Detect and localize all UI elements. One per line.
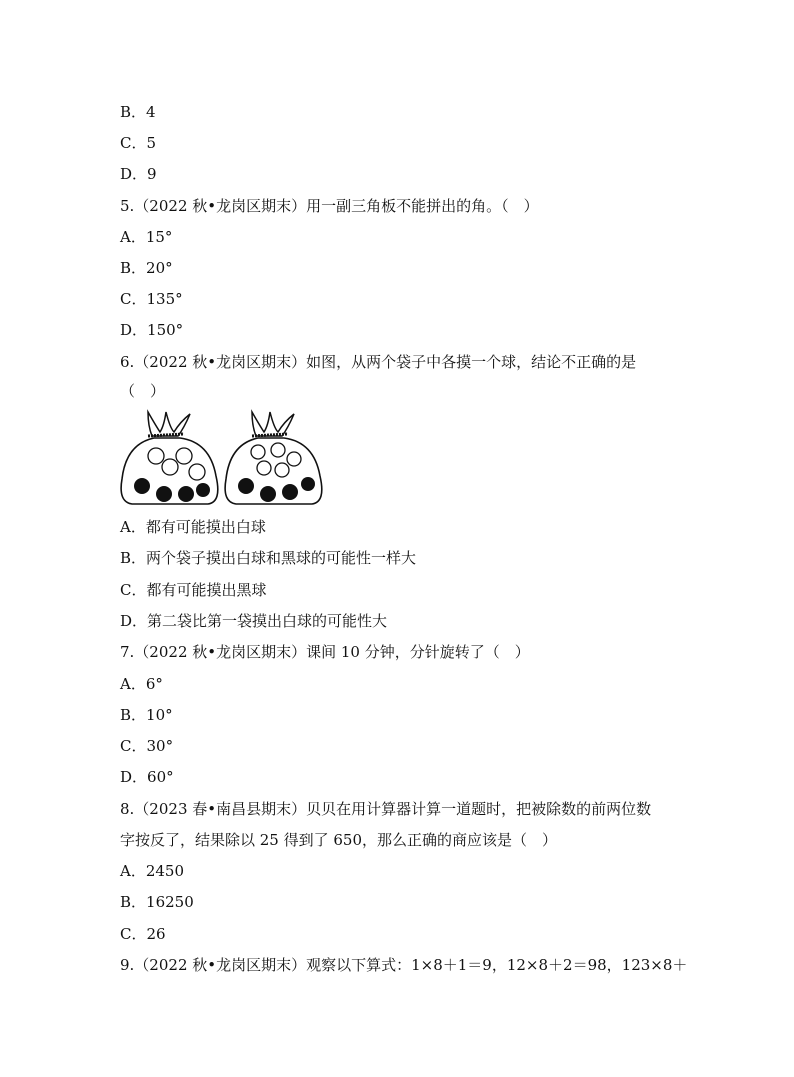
bag1-black-ball bbox=[178, 486, 194, 502]
q6-option-c: C．都有可能摸出黑球 bbox=[120, 581, 267, 599]
bag-1 bbox=[121, 412, 218, 504]
bag1-white-ball bbox=[162, 459, 178, 475]
question-6: 6.（2022 秋•龙岗区期末）如图，从两个袋子中各摸一个球，结论不正确的是 bbox=[120, 353, 637, 371]
bag2-white-ball bbox=[257, 461, 271, 475]
q8-option-a: A．2450 bbox=[120, 862, 185, 880]
question-8-line-2: 字按反了，结果除以 25 得到了 650，那么正确的商应该是（ ） bbox=[120, 831, 558, 849]
bag-2 bbox=[225, 412, 322, 504]
bag2-white-ball bbox=[287, 452, 301, 466]
bag2-white-ball bbox=[251, 445, 265, 459]
bag2-black-ball bbox=[301, 477, 315, 491]
option-c-5: C．5 bbox=[120, 134, 157, 152]
q5-option-c: C．135° bbox=[120, 290, 183, 308]
bag2-white-ball bbox=[275, 463, 289, 477]
bag1-white-ball bbox=[176, 448, 192, 464]
option-d-9: D．9 bbox=[120, 165, 157, 183]
bag2-black-ball bbox=[238, 478, 254, 494]
q6-option-a: A．都有可能摸出白球 bbox=[120, 518, 266, 536]
bag1-white-ball bbox=[189, 464, 205, 480]
bag1-black-ball bbox=[134, 478, 150, 494]
q7-option-c: C．30° bbox=[120, 737, 174, 755]
q7-option-b: B．10° bbox=[120, 706, 173, 724]
q5-option-b: B．20° bbox=[120, 259, 173, 277]
bag2-black-ball bbox=[282, 484, 298, 500]
bag2-black-ball bbox=[260, 486, 276, 502]
q7-option-d: D．60° bbox=[120, 768, 174, 786]
bag1-black-ball bbox=[156, 486, 172, 502]
bag1-white-ball bbox=[148, 448, 164, 464]
q8-option-c: C．26 bbox=[120, 925, 166, 943]
question-7: 7.（2022 秋•龙岗区期末）课间 10 分钟，分针旋转了（ ） bbox=[120, 643, 530, 661]
q8-option-b: B．16250 bbox=[120, 893, 194, 911]
bag2-white-ball bbox=[271, 443, 285, 457]
question-6-paren: （ ） bbox=[120, 382, 166, 400]
q7-option-a: A．6° bbox=[120, 675, 163, 693]
q5-option-a: A．15° bbox=[120, 228, 173, 246]
q6-option-d: D．第二袋比第一袋摸出白球的可能性大 bbox=[120, 612, 388, 630]
bag1-black-ball bbox=[196, 483, 210, 497]
question-8-line-1: 8.（2023 春•南昌县期末）贝贝在用计算器计算一道题时，把被除数的前两位数 bbox=[120, 800, 652, 818]
q5-option-d: D．150° bbox=[120, 321, 184, 339]
question-9: 9.（2022 秋•龙岗区期末）观察以下算式：1×8＋1＝9，12×8＋2＝98，123×8＋ bbox=[120, 956, 688, 974]
q6-option-b: B．两个袋子摸出白球和黑球的可能性一样大 bbox=[120, 549, 417, 567]
two-bags-figure bbox=[118, 404, 338, 514]
option-b-4: B．4 bbox=[120, 103, 156, 121]
question-5: 5.（2022 秋•龙岗区期末）用一副三角板不能拼出的角。（ ） bbox=[120, 197, 539, 215]
